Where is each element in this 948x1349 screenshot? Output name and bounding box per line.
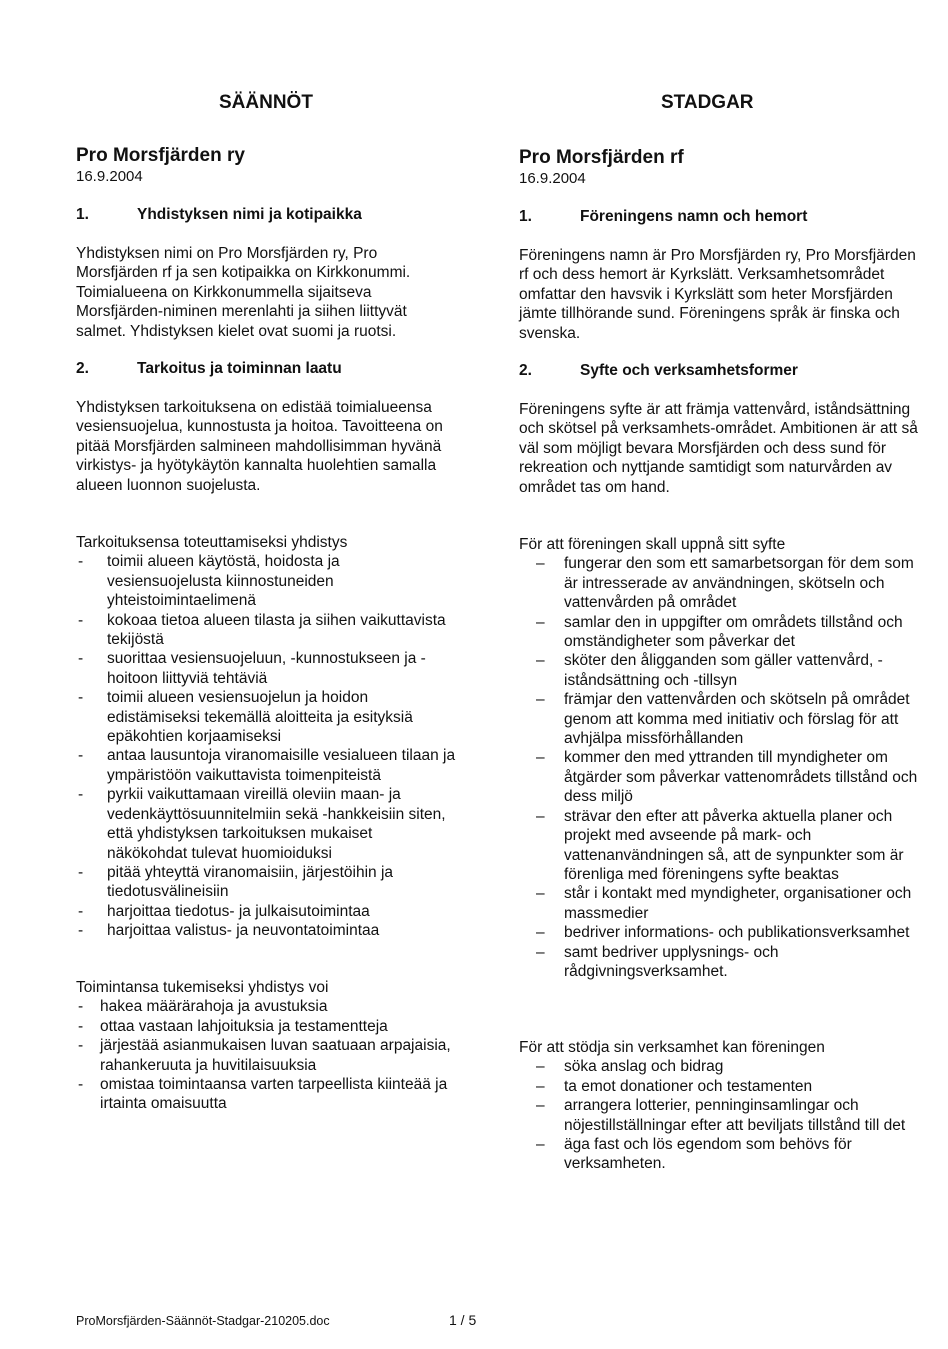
section-number: 2. xyxy=(519,362,532,379)
list-item: - antaa lausuntoja viranomaisille vesialueen tilaan ja ympäristöön vaikuttavista toimenpiteistä xyxy=(76,746,456,785)
list-item: – samt bedriver upplysnings- och rådgivningsverksamhet. xyxy=(519,943,919,982)
document-date: 16.9.2004 xyxy=(76,168,143,185)
list-item: - toimii alueen vesiensuojelun ja hoidon edistämiseksi tekemällä aloitteita ja esityksiä epäkohtien korjaamiseksi xyxy=(76,688,456,746)
list-item: - pitää yhteyttä viranomaisiin, järjestöihin ja tiedotusvälineisiin xyxy=(76,863,456,902)
section-number: 1. xyxy=(519,208,532,225)
section-2-heading xyxy=(519,361,919,380)
support-list-block xyxy=(519,1038,919,1174)
doc-title: SÄÄNNÖT xyxy=(219,92,313,113)
list-item: - ottaa vastaan lahjoituksia ja testamentteja xyxy=(76,1017,456,1036)
section-2-text: Föreningens syfte är att främja vattenvård, iståndsättning och skötsel på verksamhets-området. Ambitionen är att så väl som möjligt bevara Morsfjärden och dess sund för rekreation och nyttjande samtidigt som naturvården av området tas om hand. xyxy=(519,401,918,496)
list-item: – arrangera lotterier, penninginsamlingar och nöjestillställningar efter att beviljats tillstånd till det xyxy=(519,1096,919,1135)
section-2-heading xyxy=(76,359,456,378)
list-item: - hakea määrärahoja ja avustuksia xyxy=(76,997,456,1016)
section-1-text: Yhdistyksen nimi on Pro Morsfjärden ry, Pro Morsfjärden rf ja sen kotipaikka on Kirkkonummi. Toimialueena on Kirkkonummella sijaitseva Morsfjärden-niminen merenlahti ja siihen liittyvät salmet. Yhdistyksen kielet ovat suomi ja ruotsi. xyxy=(76,245,411,340)
footer-filename: ProMorsfjärden-Säännöt-Stadgar-210205.doc xyxy=(76,1314,330,1328)
list-item: - pyrkii vaikuttamaan vireillä oleviin maan- ja vedenkäyttösuunnitelmiin sekä -hankkeisiin siten, että yhdistyksen tarkoituksen mukaiset näkökohdat tulevat huomioiduksi xyxy=(76,785,456,863)
section-number: 2. xyxy=(76,360,89,377)
section-title: Föreningens namn och hemort xyxy=(580,208,808,225)
purpose-list-block xyxy=(519,535,919,981)
section-2-text: Yhdistyksen tarkoituksena on edistää toimialueensa vesiensuojelua, kunnostusta ja hoitoa. Tavoitteena on pitää Morsfjärden salmineen mahdollisimman hyvänä virkistys- ja hyötykäytön kannalta huolehtien samalla alueen luonnon suojelusta. xyxy=(76,399,443,494)
list-item: – strävar den efter att påverka aktuella planer och projekt med avseende på mark- och vattenanvändningen så, att de synpunkter som är förenliga med föreningens syfte beaktas xyxy=(519,807,919,885)
list-item: – bedriver informations- och publikationsverksamhet xyxy=(519,923,919,942)
org-name: Pro Morsfjärden ry xyxy=(76,145,245,166)
section-number: 1. xyxy=(76,206,89,223)
section-1-heading xyxy=(76,205,456,224)
purpose-list-block xyxy=(76,533,456,941)
list-item: - kokoaa tietoa alueen tilasta ja siihen vaikuttavista tekijöstä xyxy=(76,611,456,650)
section-title: Tarkoitus ja toiminnan laatu xyxy=(137,360,342,377)
section-title: Yhdistyksen nimi ja kotipaikka xyxy=(137,206,362,223)
list-item: - toimii alueen käytöstä, hoidosta ja vesiensuojelusta kiinnostuneiden yhteistoimintaelimenä xyxy=(76,552,456,610)
list-item: – kommer den med yttranden till myndigheter om åtgärder som påverkar vattenområdets tillstånd och dess miljö xyxy=(519,748,919,806)
page-number: 1 / 5 xyxy=(449,1312,477,1328)
list-item: – sköter den åligganden som gäller vattenvård, -iståndsättning och -tillsyn xyxy=(519,651,919,690)
purpose-list xyxy=(519,554,919,981)
list-item: – äga fast och lös egendom som behövs för verksamheten. xyxy=(519,1135,919,1174)
list-intro: Toimintansa tukemiseksi yhdistys voi xyxy=(76,979,329,996)
list-intro: För att föreningen skall uppnå sitt syfte xyxy=(519,536,786,553)
section-1-heading xyxy=(519,207,919,226)
list-item: - suorittaa vesiensuojeluun, -kunnostukseen ja -hoitoon liittyviä tehtäviä xyxy=(76,649,456,688)
support-list-block xyxy=(76,978,456,1114)
support-list xyxy=(76,997,456,1113)
list-item: – söka anslag och bidrag xyxy=(519,1057,919,1076)
purpose-list xyxy=(76,552,456,940)
list-item: – ta emot donationer och testamenten xyxy=(519,1077,919,1096)
list-item: - omistaa toimintaansa varten tarpeellista kiinteää ja irtainta omaisuutta xyxy=(76,1075,456,1114)
list-item: – främjar den vattenvården och skötseln på området genom att komma med initiativ och förslag för att avhjälpa missförhållanden xyxy=(519,690,919,748)
list-item: – samlar den in uppgifter om områdets tillstånd och omständigheter som påverkar det xyxy=(519,613,919,652)
list-intro: För att stödja sin verksamhet kan föreningen xyxy=(519,1039,825,1056)
support-list xyxy=(519,1057,919,1173)
list-intro: Tarkoituksensa toteuttamiseksi yhdistys xyxy=(76,534,348,551)
doc-title: STADGAR xyxy=(661,92,754,113)
org-name: Pro Morsfjärden rf xyxy=(519,147,684,168)
section-1-text: Föreningens namn är Pro Morsfjärden ry, Pro Morsfjärden rf och dess hemort är Kyrkslätt. Verksamhetsområdet omfattar den havsvik i Kyrkslätt som heter Morsfjärden jämte tillhörande sund. Föreningens språk är finska och svenska. xyxy=(519,247,916,342)
list-item: - harjoittaa tiedotus- ja julkaisutoimintaa xyxy=(76,902,456,921)
list-item: – fungerar den som ett samarbetsorgan för dem som är intresserade av användningen, skötseln och vattenvården på området xyxy=(519,554,919,612)
list-item: – står i kontakt med myndigheter, organisationer och massmedier xyxy=(519,884,919,923)
list-item: - harjoittaa valistus- ja neuvontatoimintaa xyxy=(76,921,456,940)
document-date: 16.9.2004 xyxy=(519,170,586,187)
section-title: Syfte och verksamhetsformer xyxy=(580,362,798,379)
list-item: - järjestää asianmukaisen luvan saatuaan arpajaisia, rahankeruuta ja huvitilaisuuksia xyxy=(76,1036,456,1075)
